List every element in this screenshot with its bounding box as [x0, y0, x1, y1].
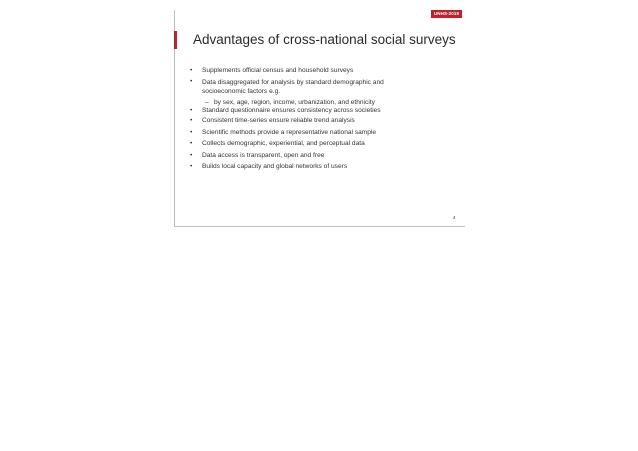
bullet-glyph: •: [190, 78, 193, 85]
bullet-list: [190, 67, 455, 175]
page-number: 4: [453, 215, 456, 220]
bullet-text: Data disaggregated for analysis by standard demographic and: [202, 78, 384, 86]
bullet-text: Supplements official census and household surveys: [202, 67, 354, 74]
slide-title: Advantages of cross-national social surveys: [193, 32, 456, 47]
bullet-item: [190, 117, 455, 129]
bullet-item: [190, 107, 455, 118]
bullet-item: [190, 129, 455, 141]
bullet-item: [190, 77, 455, 107]
bullet-text: Standard questionnaire ensures consistency across societies: [202, 106, 381, 114]
bullet-glyph: •: [190, 128, 193, 136]
bullet-continuation: socioeconomic factors e.g.: [202, 88, 281, 95]
bullet-item: [190, 140, 455, 152]
sub-bullet-text: by sex, age, region, income, urbanization, and ethnicity: [214, 98, 375, 106]
bullet-text: Data access is transparent, open and free: [202, 151, 325, 159]
bullet-text: Collects demographic, experiential, and perceptual data: [202, 140, 365, 147]
bullet-glyph: •: [190, 67, 193, 74]
bullet-glyph: •: [190, 151, 193, 159]
slide-bottom-border: [174, 226, 465, 227]
bullet-item: [190, 152, 455, 164]
dash-glyph: –: [205, 98, 209, 106]
bullet-glyph: •: [190, 140, 193, 147]
bullet-glyph: •: [190, 106, 193, 114]
bullet-glyph: •: [190, 117, 193, 124]
bullet-item: [190, 163, 455, 175]
bullet-glyph: •: [190, 163, 193, 170]
title-accent-bar: [174, 31, 177, 49]
bullet-item: [190, 67, 455, 77]
event-badge: UNHS-2019: [431, 10, 462, 18]
bullet-text: Consistent time-series ensure reliable trend analysis: [202, 117, 355, 124]
bullet-text: Scientific methods provide a representative national sample: [202, 128, 377, 136]
bullet-text: Builds local capacity and global networks of users: [202, 163, 348, 170]
